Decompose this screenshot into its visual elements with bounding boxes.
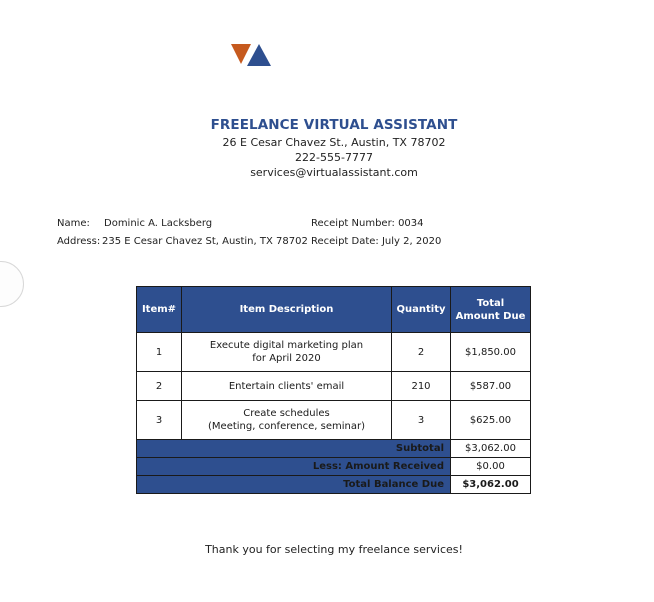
description-line2: for April 2020 (252, 353, 321, 364)
cell-item: 2 (137, 372, 182, 401)
cell-total: $625.00 (451, 401, 531, 440)
description-line1: Entertain clients' email (228, 380, 345, 392)
header-total-line2: Amount Due (455, 310, 526, 322)
cell-description (182, 401, 392, 440)
table-row (137, 372, 531, 401)
cell-quantity: 210 (392, 372, 451, 401)
description-line1: Execute digital marketing plan (209, 340, 364, 351)
header-quantity: Quantity (392, 287, 451, 333)
cell-quantity: 3 (392, 401, 451, 440)
subtotal-row (137, 440, 531, 458)
name-label: Name: (57, 218, 90, 229)
thank-you-message: Thank you for selecting my freelance services! (205, 543, 463, 556)
customer-address: 235 E Cesar Chavez St, Austin, TX 78702 (102, 236, 308, 247)
previous-page-button[interactable] (0, 261, 24, 307)
subtotal-value: $3,062.00 (451, 440, 531, 458)
company-address: 26 E Cesar Chavez St., Austin, TX 78702 (222, 136, 446, 149)
header-total-line1: Total (476, 297, 505, 309)
header-total (451, 287, 531, 333)
cell-total: $587.00 (451, 372, 531, 401)
table-header-row (137, 287, 531, 333)
description-line2: (Meeting, conference, seminar) (208, 421, 365, 432)
balance-due-value: $3,062.00 (451, 476, 531, 494)
cell-total: $1,850.00 (451, 333, 531, 372)
company-phone: 222-555-7777 (295, 151, 373, 164)
cell-description (182, 372, 392, 401)
description-line1: Create schedules (243, 408, 330, 419)
balance-due-row (137, 476, 531, 494)
amount-received-label: Less: Amount Received (137, 458, 451, 476)
header-description: Item Description (182, 287, 392, 333)
amount-received-value: $0.00 (451, 458, 531, 476)
amount-received-row (137, 458, 531, 476)
triangle-logo-icon (231, 44, 271, 66)
cell-quantity: 2 (392, 333, 451, 372)
customer-name: Dominic A. Lacksberg (104, 218, 213, 229)
receipt-date: Receipt Date: July 2, 2020 (311, 236, 442, 247)
company-name: FREELANCE VIRTUAL ASSISTANT (210, 117, 458, 133)
address-label: Address: (57, 236, 101, 247)
table-row (137, 333, 531, 372)
header-item: Item# (137, 287, 182, 333)
items-table (136, 286, 531, 494)
balance-due-label: Total Balance Due (137, 476, 451, 494)
cell-description (182, 333, 392, 372)
table-row (137, 401, 531, 440)
cell-item: 1 (137, 333, 182, 372)
company-email: services@virtualassistant.com (250, 166, 418, 179)
receipt-number: Receipt Number: 0034 (311, 218, 424, 229)
cell-item: 3 (137, 401, 182, 440)
subtotal-label: Subtotal (137, 440, 451, 458)
